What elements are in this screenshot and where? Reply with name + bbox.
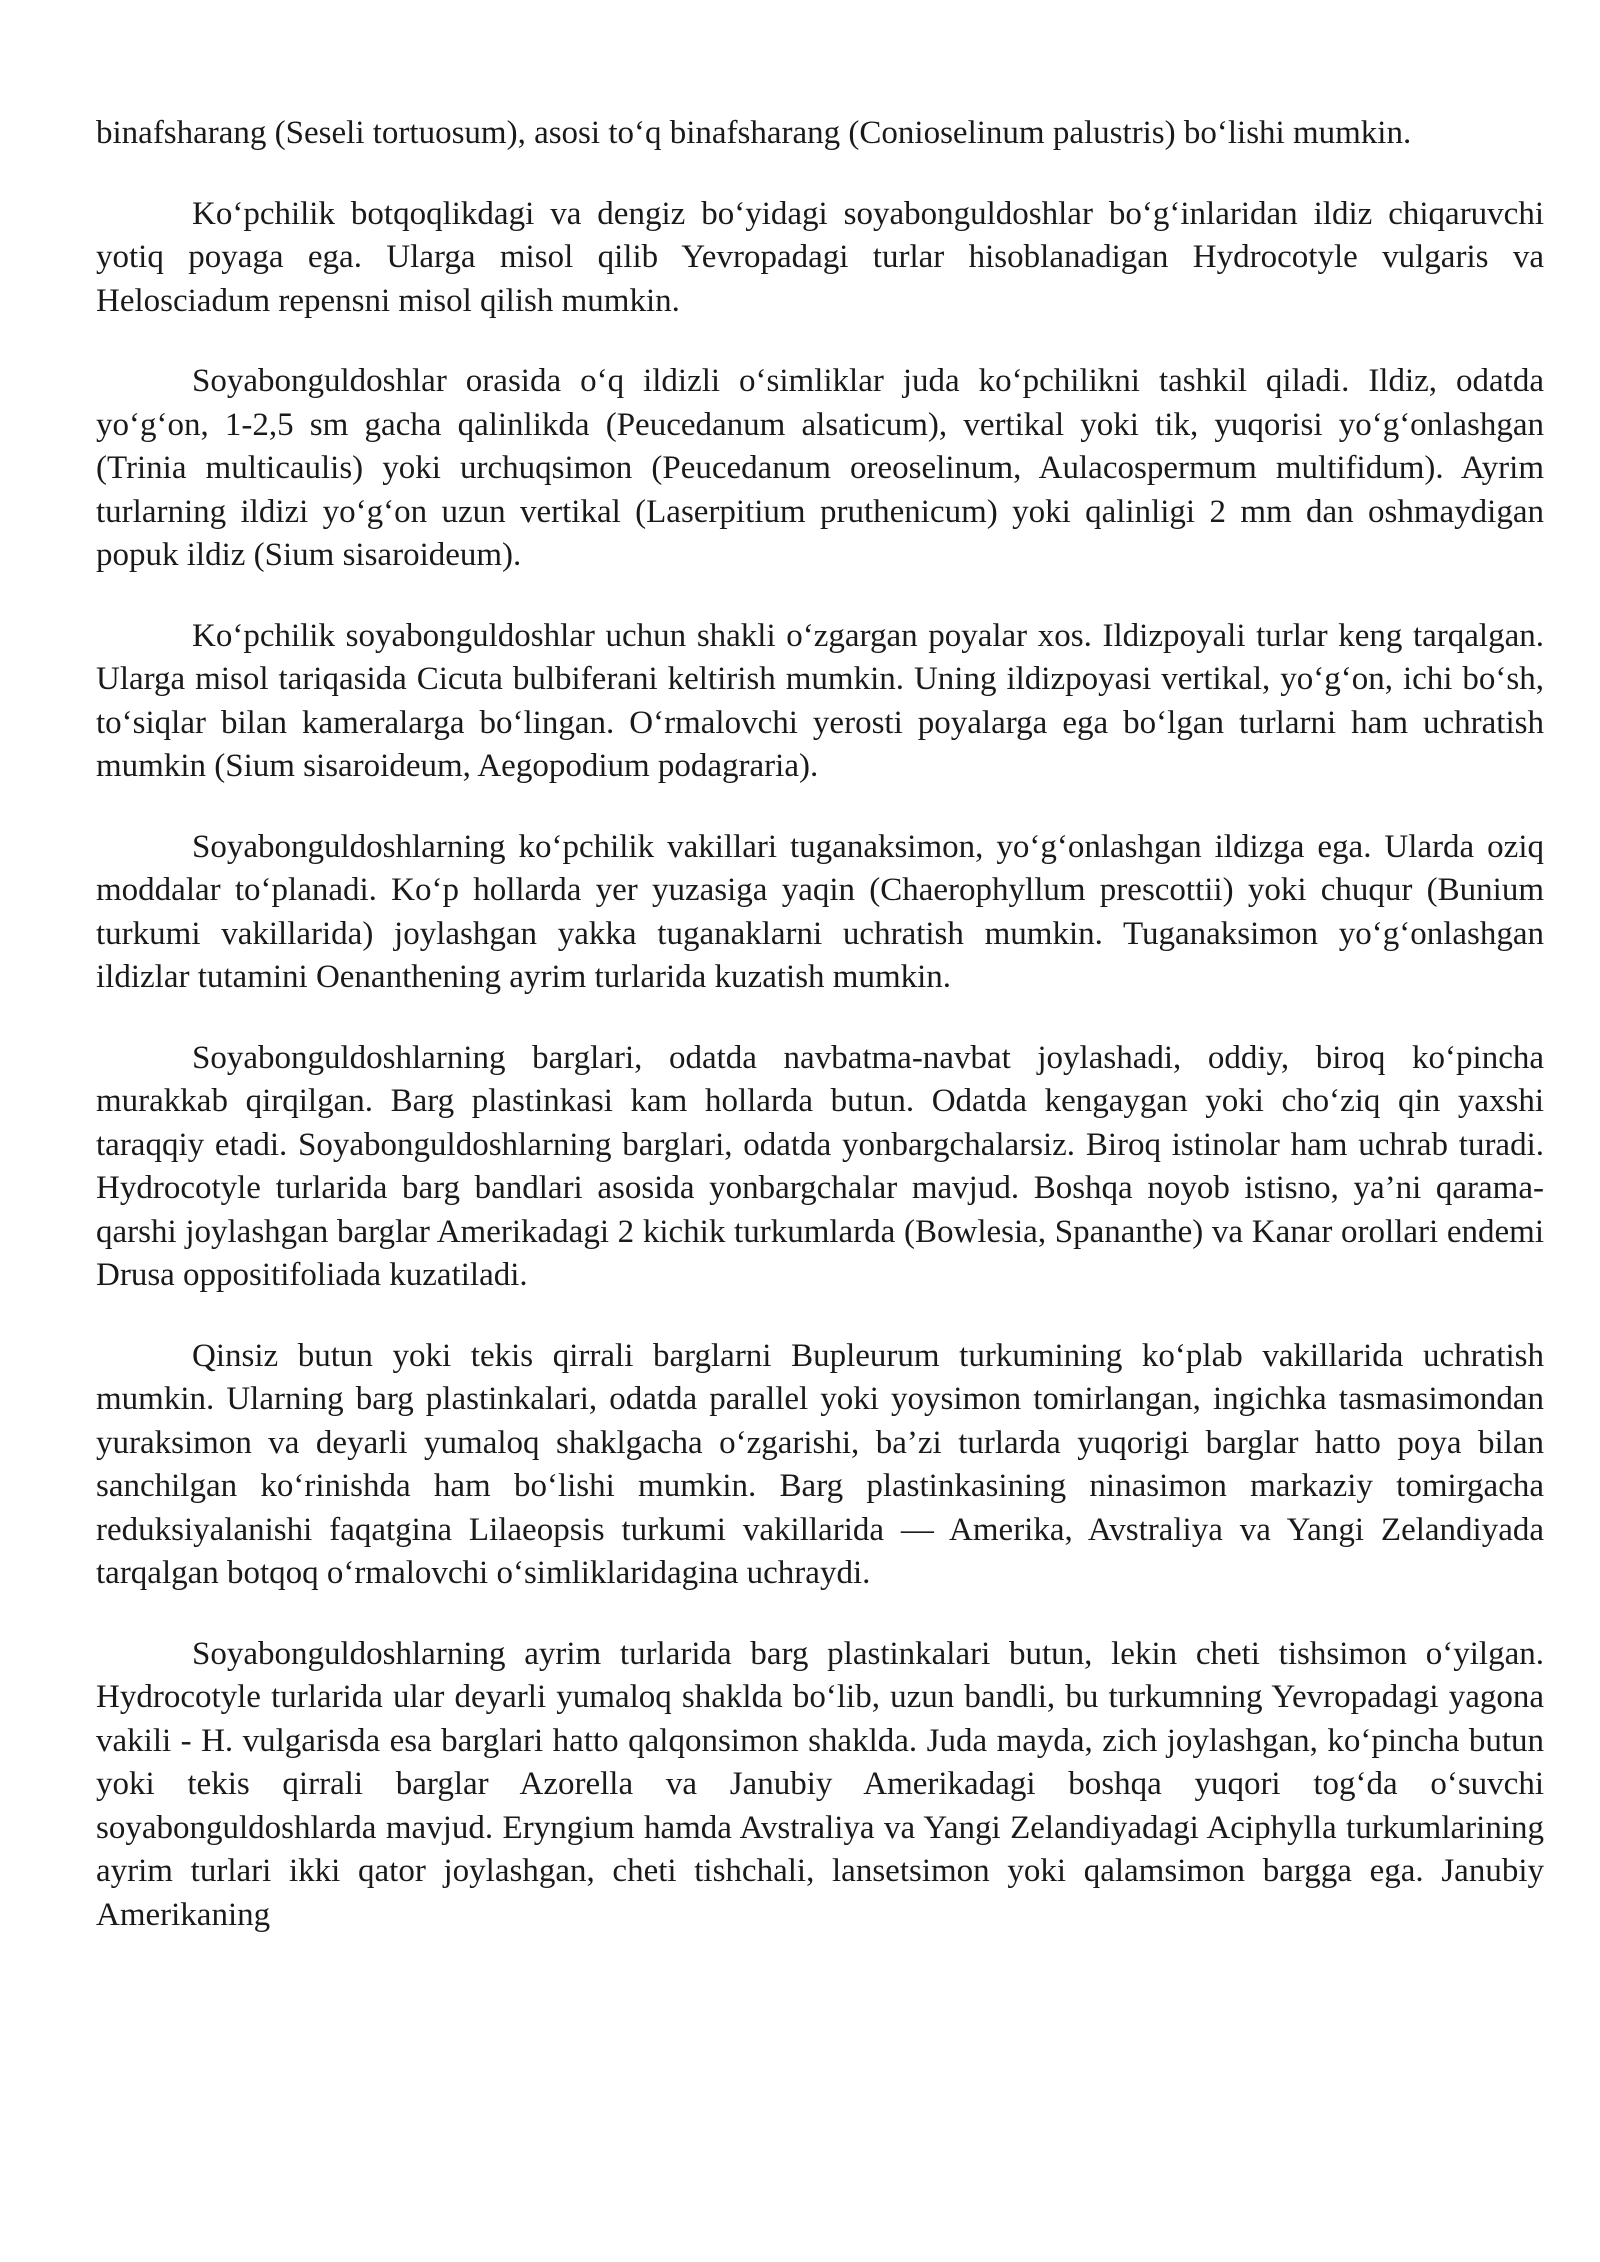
paragraph-7: Qinsiz butun yoki tekis qirrali barglarni Bupleurum turkumining ko‘plab vakillarida uchratish mumkin. Ularning barg plastinkalari, odatda parallel yoki yoysimon tomirlangan, ingichka tasmasimondan yuraksimon va deyarli yumaloq shaklgacha o‘zgarishi, ba’zi turlarda yuqorigi barglar hatto poya bilan sanchilgan ko‘rinishda ham bo‘lishi mumkin. Barg plastinkasining ninasimon markaziy tomirgacha reduksiyalanishi faqatgina Lilaeopsis turkumi vakillarida — Amerika, Avstraliya va Yangi Zelandiyada tarqalgan botqoq o‘rmalovchi o‘simliklaridagina uchraydi. — [96, 1337, 1544, 1591]
paragraph-2: Ko‘pchilik botqoqlikdagi va dengiz bo‘yidagi soyabonguldoshlar bo‘g‘inlaridan ildiz chiqaruvchi yotiq poyaga ega. Ularga misol qilib Yevropadagi turlar hisoblanadigan Hydrocotyle vulgaris va Helosciadum repensni misol qilish mumkin. — [96, 195, 1544, 319]
paragraph-1: binafsharang (Seseli tortuosum), asosi to‘q binafsharang (Conioselinum palustris) bo‘lishi mumkin. — [96, 115, 1412, 151]
paragraph-3: Soyabonguldoshlar orasida o‘q ildizli o‘simliklar juda ko‘pchilikni tashkil qiladi. Ildiz, odatda yo‘g‘on, 1-2,5 sm gacha qalinlikda (Peucedanum alsaticum), vertikal yoki tik, yuqorisi yo‘g‘onlashgan (Trinia multicaulis) yoki urchuqsimon (Peucedanum oreoselinum, Aulacospermum multifidum). Ayrim turlarning ildizi yo‘g‘on uzun vertikal (Laserpitium pruthenicum) yoki qalinligi 2 mm dan oshmaydigan popuk ildiz (Sium sisaroideum). — [96, 363, 1544, 573]
paragraph-4: Ko‘pchilik soyabonguldoshlar uchun shakli o‘zgargan poyalar xos. Ildizpoyali turlar keng tarqalgan. Ularga misol tariqasida Cicuta bulbiferani keltirish mumkin. Uning ildizpoyasi vertikal, yo‘g‘on, ichi bo‘sh, to‘siqlar bilan kameralarga bo‘lingan. O‘rmalovchi yerosti poyalarga ega bo‘lgan turlarni ham uchratish mumkin (Sium sisaroideum, Aegopodium podagraria). — [96, 617, 1544, 784]
paragraph-6: Soyabonguldoshlarning barglari, odatda navbatma-navbat joylashadi, oddiy, biroq ko‘pincha murakkab qirqilgan. Barg plastinkasi kam hollarda butun. Odatda kengaygan yoki cho‘ziq qin yaxshi taraqqiy etadi. Soyabonguldoshlarning barglari, odatda yonbargchalarsiz. Biroq istinolar ham uchrab turadi. Hydrocotyle turlarida barg bandlari asosida yonbargchalar mavjud. Boshqa noyob istisno, ya’ni qarama-qarshi joylashgan barglar Amerikadagi 2 kichik turkumlarda (Bowlesia, Spananthe) va Kanar orollari endemi Drusa oppositifoliada kuzatiladi. — [96, 1039, 1544, 1293]
paragraph-8: Soyabonguldoshlarning ayrim turlarida barg plastinkalari butun, lekin cheti tishsimon o‘yilgan. Hydrocotyle turlarida ular deyarli yumaloq shaklda bo‘lib, uzun bandli, bu turkumning Yevropadagi yagona vakili - H. vulgarisda esa barglari hatto qalqonsimon shaklda. Juda mayda, zich joylashgan, ko‘pincha butun yoki tekis qirrali barglar Azorella va Janubiy Amerikadagi boshqa yuqori tog‘da o‘suvchi soyabonguldoshlarda mavjud. Eryngium hamda Avstraliya va Yangi Zelandiyadagi Aciphylla turkumlarining ayrim turlari ikki qator joylashgan, cheti tishchali, lansetsimon yoki qalamsimon bargga ega. Janubiy Amerikaning — [96, 1635, 1544, 1933]
paragraph-5: Soyabonguldoshlarning ko‘pchilik vakillari tuganaksimon, yo‘g‘onlashgan ildizga ega. Ularda oziq moddalar to‘planadi. Ko‘p hollarda yer yuzasiga yaqin (Chaerophyllum prescottii) yoki chuqur (Bunium turkumi vakillarida) joylashgan yakka tuganaklarni uchratish mumkin. Tuganaksimon yo‘g‘onlashgan ildizlar tutamini Oenanthening ayrim turlarida kuzatish mumkin. — [96, 828, 1544, 995]
document-page — [96, 112, 1544, 1937]
